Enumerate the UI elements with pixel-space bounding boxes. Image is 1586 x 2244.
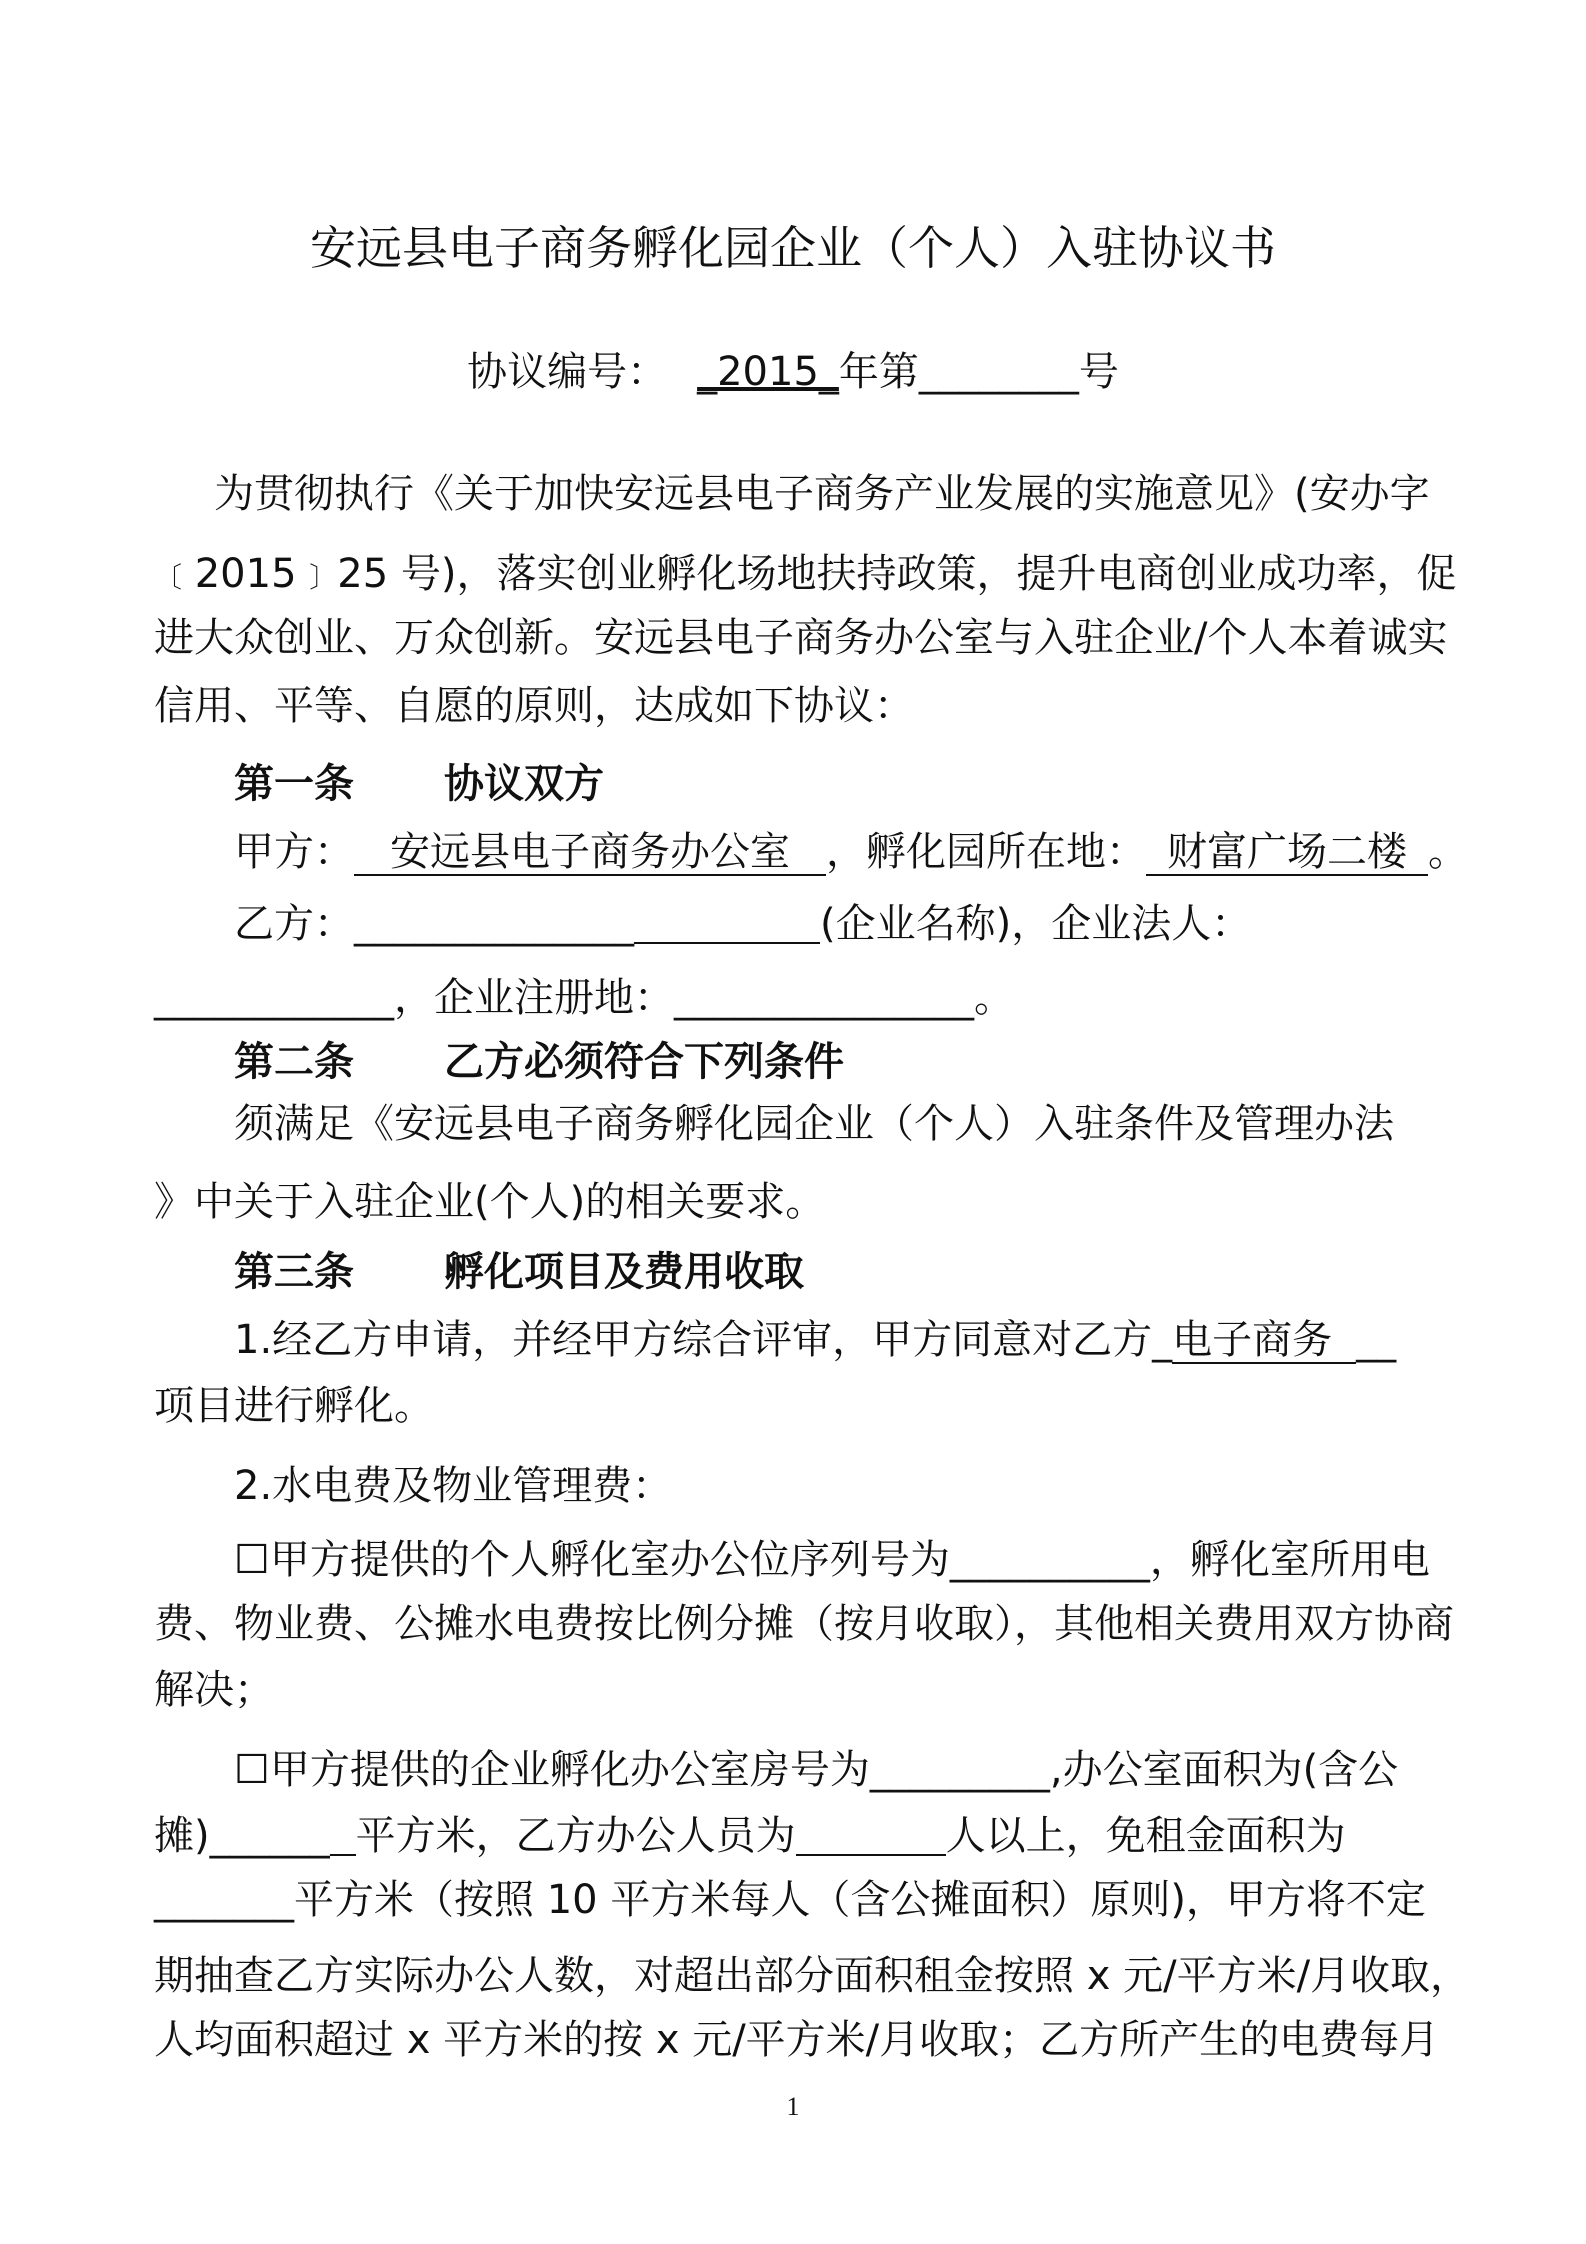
party-a-line	[234, 826, 1468, 878]
intro-line-4: 信用、平等、自愿的原则，达成如下协议：	[154, 683, 914, 729]
option-2-line-3: _______平方米（按照 10 平方米每人（含公摊面积）原则)，甲方将不定	[154, 1877, 1426, 1923]
option-2-staff-underline	[796, 1810, 946, 1856]
location-end: 。	[1428, 829, 1468, 875]
article-3-number: 第三条	[234, 1249, 354, 1295]
registration-end: 。	[974, 975, 1014, 1021]
registration-line	[154, 972, 1014, 1024]
agreement-number-label: 协议编号：	[467, 349, 668, 395]
bracket-close: 〕	[309, 561, 338, 594]
option-1-line-2: 费、物业费、公摊水电费按比例分摊（按月收取），其他相关费用双方协商	[154, 1601, 1454, 1647]
article-2-title: 乙方必须符合下列条件	[444, 1039, 844, 1085]
item-1-suffix: __	[1356, 1317, 1397, 1363]
intro-line-2	[154, 548, 1456, 604]
item-1-project: 电子商务	[1172, 1318, 1356, 1364]
option-2-line-5: 人均面积超过 x 平方米的按 x 元/平方米/月收取；乙方所产生的电费每月	[154, 2017, 1440, 2063]
article-1-title: 协议双方	[444, 761, 604, 807]
article-3-item-1	[234, 1314, 1396, 1366]
document-title: 安远县电子商务孵化园企业（个人）入驻协议书	[310, 221, 1276, 275]
agreement-number	[0, 346, 1586, 398]
legal-person-blank: ____________	[154, 975, 394, 1021]
article-2-line-2: 》中关于入驻企业(个人)的相关要求。	[154, 1179, 826, 1225]
option-2-line-2	[154, 1810, 1346, 1862]
article-3-item-2: 2.水电费及物业管理费：	[234, 1463, 673, 1509]
article-3-item-1-line-2: 项目进行孵化。	[154, 1383, 434, 1429]
option-2-line-1: ☐甲方提供的企业孵化办公室房号为_________,办公室面积为(含公	[234, 1747, 1399, 1793]
party-b-line	[234, 898, 1251, 950]
option-2-free-area-label: 人以上，免租金面积为	[945, 1813, 1346, 1859]
article-1-number: 第一条	[234, 761, 354, 807]
article-2-heading	[234, 1036, 844, 1088]
article-1-heading	[234, 758, 604, 810]
party-b-blank: ______________	[354, 901, 634, 947]
party-b-suffix: (企业名称)，企业法人：	[820, 901, 1252, 947]
registration-blank: _______________	[674, 975, 974, 1021]
bracket-open: 〔	[154, 561, 183, 594]
location-value: 财富广场二楼	[1146, 830, 1428, 876]
agreement-number-end: 号	[1078, 349, 1119, 395]
option-2-line-4: 期抽查乙方实际办公人数，对超出部分面积租金按照 x 元/平方米/月收取，	[154, 1953, 1471, 1999]
registration-label: ，企业注册地：	[394, 975, 674, 1021]
option-2-staff-label: 平方米，乙方办公人员为	[355, 1813, 796, 1859]
option-2-area-blank: 摊)______	[154, 1813, 330, 1859]
article-2-number: 第二条	[234, 1039, 354, 1085]
doc-year: 2015	[194, 551, 297, 597]
item-1-prefix: 1.经乙方申请，并经甲方综合评审，甲方同意对乙方_	[234, 1317, 1173, 1363]
intro-line-3: 进大众创业、万众创新。安远县电子商务办公室与入驻企业/个人本着诚实	[154, 615, 1448, 661]
party-a-value: 安远县电子商务办公室	[354, 830, 826, 876]
page-number: 1	[786, 2092, 800, 2121]
intro-line-2-text: 25 号)，落实创业孵化场地扶持政策，提升电商创业成功率，促	[337, 551, 1457, 597]
party-a-label: 甲方：	[234, 829, 354, 875]
agreement-number-blank: ________	[918, 349, 1079, 395]
article-2-line-1: 须满足《安远县电子商务孵化园企业（个人）入驻条件及管理办法	[234, 1101, 1394, 1147]
article-3-heading	[234, 1246, 804, 1298]
option-1-line-3: 解决；	[154, 1667, 274, 1713]
intro-line-1: 为贯彻执行《关于加快安远县电子商务产业发展的实施意见》(安办字	[214, 471, 1430, 517]
location-label: ，孵化园所在地：	[826, 829, 1146, 875]
party-b-underline	[634, 898, 820, 944]
option-2-area-underline	[330, 1810, 356, 1856]
option-1-line-1: ☐甲方提供的个人孵化室办公位序列号为__________，孵化室所用电	[234, 1537, 1430, 1583]
agreement-number-mid: 年第	[838, 349, 919, 395]
article-3-title: 孵化项目及费用收取	[444, 1249, 804, 1295]
party-b-label: 乙方：	[234, 901, 354, 947]
agreement-year: _2015_	[697, 349, 839, 395]
